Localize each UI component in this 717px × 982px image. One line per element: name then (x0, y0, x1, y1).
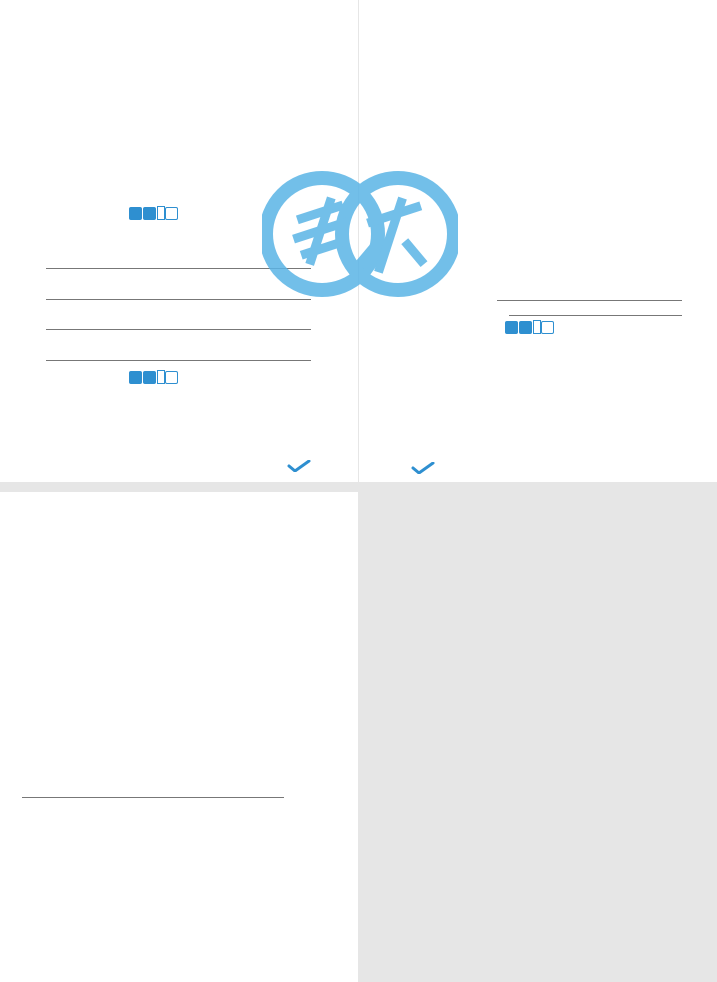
banner-badge (143, 371, 156, 384)
checkmark-icon (287, 460, 311, 472)
banner-badge (519, 321, 532, 334)
checkmark-icon (411, 462, 435, 474)
banner-label (533, 320, 541, 334)
page-2 (359, 0, 717, 482)
answer-line[interactable] (497, 300, 682, 301)
banner-badge (165, 207, 178, 220)
answer-line[interactable] (46, 299, 311, 300)
page-3 (0, 492, 358, 982)
section-banner-reading-out (505, 320, 555, 334)
answer-line[interactable] (509, 315, 682, 316)
banner-badge (165, 371, 178, 384)
banner-badge (505, 321, 518, 334)
section-banner-reading-in (129, 370, 179, 384)
answer-line[interactable] (46, 360, 311, 361)
banner-badge (541, 321, 554, 334)
section-banner-sentence (129, 206, 179, 220)
banner-badge (129, 371, 142, 384)
answer-line[interactable] (46, 329, 311, 330)
banner-label (157, 370, 165, 384)
answer-line[interactable] (46, 268, 311, 269)
banner-label (157, 206, 165, 220)
page-1 (0, 0, 358, 482)
banner-badge (129, 207, 142, 220)
banner-badge (143, 207, 156, 220)
answer-line[interactable] (22, 797, 284, 798)
